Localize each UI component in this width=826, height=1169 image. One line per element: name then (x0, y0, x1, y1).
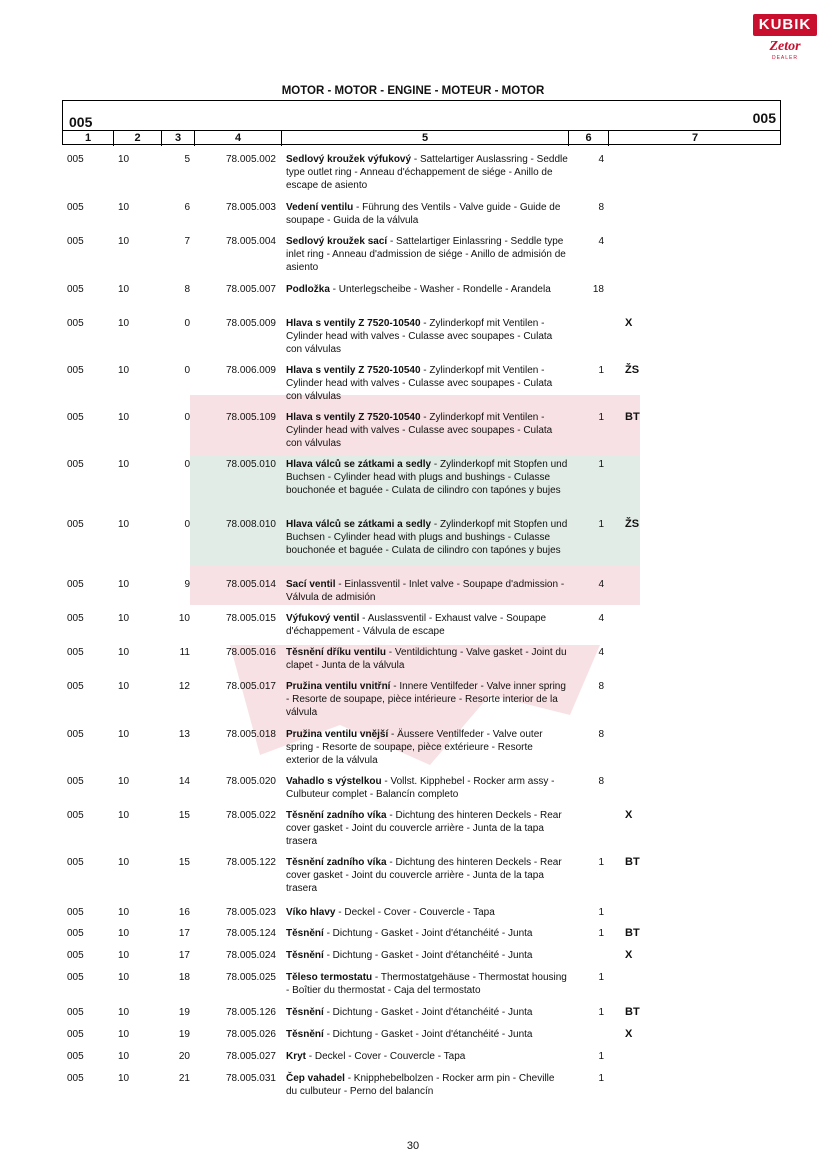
cell-position: 0 (184, 365, 190, 376)
cell-quantity: 1 (598, 972, 604, 983)
cell-description (286, 927, 568, 940)
cell-part-number: 78.005.126 (225, 1007, 276, 1018)
cell-subgroup: 10 (118, 318, 130, 329)
cell-position: 5 (184, 154, 190, 165)
description-czech-name: Těsnění zadního víka (286, 810, 387, 821)
cell-description (286, 1006, 568, 1019)
description-czech-name: Sedlový kroužek výfukový (286, 154, 412, 165)
cell-description (286, 153, 568, 193)
description-translations: - Dichtung - Gasket - Joint d'étanchéité - Junta (323, 950, 533, 961)
description-translations: - Ventildichtung - Valve gasket - Joint du clapet - Junta de la válvula (286, 647, 567, 672)
cell-quantity: 1 (598, 1051, 604, 1062)
cell-quantity: 4 (598, 236, 604, 247)
cell-quantity: 1 (598, 412, 604, 423)
column-header-6: 6 (569, 131, 609, 146)
cell-subgroup: 10 (118, 154, 130, 165)
cell-group: 005 (67, 202, 84, 213)
cell-part-number: 78.005.025 (225, 972, 276, 983)
cell-part-number: 78.005.122 (225, 857, 276, 868)
cell-quantity: 4 (598, 647, 604, 658)
description-translations: - Dichtung - Gasket - Joint d'étanchéité - Junta (323, 1007, 533, 1018)
column-header-2: 2 (114, 131, 162, 146)
description-czech-name: Těsnění (286, 1029, 324, 1040)
description-czech-name: Hlava s ventily Z 7520-10540 (286, 318, 421, 329)
cell-part-number: 78.005.020 (225, 776, 276, 787)
column-header-4: 4 (195, 131, 282, 146)
cell-subgroup: 10 (118, 810, 130, 821)
cell-group: 005 (67, 1073, 84, 1084)
cell-position: 17 (178, 928, 190, 939)
column-header-1: 1 (63, 131, 114, 146)
cell-group: 005 (67, 729, 84, 740)
cell-subgroup: 10 (118, 579, 130, 590)
cell-part-number: 78.005.027 (225, 1051, 276, 1062)
cell-quantity: 1 (598, 907, 604, 918)
description-translations: - Sattelartiger Einlassring - Seddle type inlet ring - Anneau d'admission de siége - Anillo de admisión de asiento (286, 236, 566, 274)
description-translations: - Dichtung des hinteren Deckels - Rear cover gasket - Joint du couvercle arrière - Junta de la tapa trasera (286, 857, 562, 895)
cell-group: 005 (67, 647, 84, 658)
cell-description (286, 364, 568, 404)
logo-kubik-text: KUBIK (753, 14, 817, 36)
description-translations: - Zylinderkopf mit Stopfen und Buchsen - Cylinder head with plugs and bushings - Culasse bouchonée et baguée - Culata de cilindro con tapónes y bujes (286, 459, 568, 497)
cell-position: 13 (178, 729, 190, 740)
cell-subgroup: 10 (118, 950, 130, 961)
description-translations: - Sattelartiger Auslassring - Seddle type outlet ring - Anneau d'échappement de siége - Anillo de escape de asiento (286, 154, 568, 192)
cell-part-number: 78.005.023 (225, 907, 276, 918)
description-translations: - Vollst. Kipphebel - Rocker arm assy - Culbuteur complet - Balancín completo (286, 776, 555, 801)
cell-subgroup: 10 (118, 1007, 130, 1018)
cell-group: 005 (67, 972, 84, 983)
cell-position: 7 (184, 236, 190, 247)
cell-variant: X (625, 1028, 633, 1040)
table-header (62, 100, 781, 145)
cell-description (286, 612, 568, 638)
cell-quantity: 4 (598, 154, 604, 165)
cell-part-number: 78.005.004 (225, 236, 276, 247)
cell-variant: BT (625, 411, 640, 423)
description-czech-name: Těleso termostatu (286, 972, 373, 983)
cell-group: 005 (67, 579, 84, 590)
description-translations: - Äussere Ventilfeder - Valve outer spring - Resorte de soupape, pièce extérieure - Resorte exterior de la válvula (286, 729, 543, 767)
group-code-right: 005 (752, 110, 776, 126)
description-czech-name: Čep vahadel (286, 1073, 345, 1084)
cell-quantity: 8 (598, 776, 604, 787)
cell-description (286, 1028, 568, 1041)
description-translations: - Zylinderkopf mit Stopfen und Buchsen - Cylinder head with plugs and bushings - Culasse bouchonée et baguée - Culata de cilindro con tapónes y bujes (286, 519, 568, 557)
cell-group: 005 (67, 1007, 84, 1018)
description-czech-name: Víko hlavy (286, 907, 336, 918)
cell-group: 005 (67, 613, 84, 624)
cell-subgroup: 10 (118, 928, 130, 939)
cell-variant: BT (625, 927, 640, 939)
cell-subgroup: 10 (118, 857, 130, 868)
cell-group: 005 (67, 154, 84, 165)
cell-description (286, 949, 568, 962)
column-header-3: 3 (162, 131, 195, 146)
page-title: MOTOR - MOTOR - ENGINE - MOTEUR - MOTOR (281, 85, 545, 97)
description-czech-name: Těsnění dříku ventilu (286, 647, 387, 658)
cell-position: 14 (178, 776, 190, 787)
cell-quantity: 1 (598, 928, 604, 939)
description-translations: - Deckel - Cover - Couvercle - Tapa (306, 1051, 466, 1062)
cell-group: 005 (67, 681, 84, 692)
description-translations: - Dichtung - Gasket - Joint d'étanchéité - Junta (323, 1029, 533, 1040)
cell-description (286, 235, 568, 275)
cell-subgroup: 10 (118, 613, 130, 624)
cell-subgroup: 10 (118, 459, 130, 470)
cell-part-number: 78.005.124 (225, 928, 276, 939)
cell-quantity: 1 (598, 857, 604, 868)
cell-subgroup: 10 (118, 907, 130, 918)
cell-group: 005 (67, 365, 84, 376)
description-czech-name: Hlava válců se zátkami a sedly (286, 459, 432, 470)
cell-position: 12 (178, 681, 190, 692)
cell-group: 005 (67, 950, 84, 961)
description-translations: - Führung des Ventils - Valve guide - Guide de soupape - Guida de la válvula (286, 202, 561, 227)
cell-part-number: 78.005.109 (225, 412, 276, 423)
description-translations: - Unterlegscheibe - Washer - Rondelle - Arandela (329, 284, 551, 295)
description-czech-name: Výfukový ventil (286, 613, 360, 624)
cell-quantity: 18 (592, 284, 604, 295)
cell-part-number: 78.005.024 (225, 950, 276, 961)
cell-part-number: 78.005.022 (225, 810, 276, 821)
cell-description (286, 1072, 568, 1098)
cell-position: 9 (184, 579, 190, 590)
description-czech-name: Hlava s ventily Z 7520-10540 (286, 365, 421, 376)
cell-variant: BT (625, 1006, 640, 1018)
cell-position: 10 (178, 613, 190, 624)
cell-position: 20 (178, 1051, 190, 1062)
cell-part-number: 78.005.003 (225, 202, 276, 213)
cell-description (286, 971, 568, 997)
cell-subgroup: 10 (118, 972, 130, 983)
cell-position: 0 (184, 459, 190, 470)
cell-group: 005 (67, 857, 84, 868)
cell-group: 005 (67, 284, 84, 295)
description-translations: - Deckel - Cover - Couvercle - Tapa (335, 907, 495, 918)
cell-description (286, 646, 568, 672)
cell-group: 005 (67, 907, 84, 918)
description-translations: - Innere Ventilfeder - Valve inner spring - Resorte de soupape, pièce intérieure - Resorte interior de la válvula (286, 681, 566, 719)
cell-description (286, 809, 568, 849)
cell-position: 0 (184, 412, 190, 423)
cell-part-number: 78.005.031 (225, 1073, 276, 1084)
cell-group: 005 (67, 412, 84, 423)
cell-subgroup: 10 (118, 202, 130, 213)
description-czech-name: Těsnění zadního víka (286, 857, 387, 868)
cell-subgroup: 10 (118, 365, 130, 376)
description-translations: - Dichtung - Gasket - Joint d'étanchéité - Junta (323, 928, 533, 939)
cell-subgroup: 10 (118, 681, 130, 692)
description-czech-name: Vahadlo s výstelkou (286, 776, 382, 787)
cell-subgroup: 10 (118, 284, 130, 295)
cell-quantity: 1 (598, 1007, 604, 1018)
cell-group: 005 (67, 318, 84, 329)
cell-subgroup: 10 (118, 1073, 130, 1084)
cell-part-number: 78.005.009 (225, 318, 276, 329)
cell-quantity: 1 (598, 365, 604, 376)
cell-part-number: 78.005.002 (225, 154, 276, 165)
cell-quantity: 8 (598, 681, 604, 692)
cell-part-number: 78.005.016 (225, 647, 276, 658)
group-code-left: 005 (69, 114, 93, 130)
description-czech-name: Těsnění (286, 950, 324, 961)
cell-variant: BT (625, 856, 640, 868)
cell-variant: X (625, 949, 633, 961)
cell-part-number: 78.006.009 (225, 365, 276, 376)
cell-description (286, 856, 568, 896)
cell-position: 8 (184, 284, 190, 295)
cell-description (286, 1050, 568, 1063)
description-czech-name: Vedení ventilu (286, 202, 354, 213)
cell-subgroup: 10 (118, 1051, 130, 1062)
description-translations: - Einlassventil - Inlet valve - Soupape d'admission - Válvula de admisión (286, 579, 565, 604)
description-czech-name: Pružina ventilu vnitřní (286, 681, 391, 692)
cell-position: 18 (178, 972, 190, 983)
kubik-zetor-logo (753, 14, 817, 66)
cell-description (286, 411, 568, 451)
cell-subgroup: 10 (118, 776, 130, 787)
cell-description (286, 458, 568, 498)
description-czech-name: Pružina ventilu vnější (286, 729, 389, 740)
cell-subgroup: 10 (118, 236, 130, 247)
logo-zetor-text: Zetor (769, 39, 801, 54)
cell-part-number: 78.005.010 (225, 459, 276, 470)
cell-description (286, 283, 568, 296)
cell-position: 17 (178, 950, 190, 961)
cell-subgroup: 10 (118, 412, 130, 423)
description-czech-name: Kryt (286, 1051, 307, 1062)
cell-description (286, 728, 568, 768)
cell-description (286, 201, 568, 227)
cell-variant: X (625, 809, 633, 821)
description-translations: - Knipphebelbolzen - Rocker arm pin - Cheville du culbuteur - Perno del balancín (286, 1073, 555, 1098)
cell-description (286, 518, 568, 558)
cell-position: 6 (184, 202, 190, 213)
cell-quantity: 1 (598, 519, 604, 530)
cell-group: 005 (67, 236, 84, 247)
cell-subgroup: 10 (118, 519, 130, 530)
cell-description (286, 680, 568, 720)
cell-group: 005 (67, 810, 84, 821)
cell-part-number: 78.005.014 (225, 579, 276, 590)
cell-position: 0 (184, 519, 190, 530)
description-translations: - Zylinderkopf mit Ventilen - Cylinder head with valves - Culasse avec soupapes - Culata con válvulas (286, 318, 553, 356)
description-translations: - Thermostatgehäuse - Thermostat housing - Boîtier du thermostat - Caja del termostato (286, 972, 567, 997)
cell-part-number: 78.005.026 (225, 1029, 276, 1040)
cell-part-number: 78.005.017 (225, 681, 276, 692)
cell-description (286, 775, 568, 801)
cell-position: 21 (178, 1073, 190, 1084)
cell-quantity: 8 (598, 202, 604, 213)
cell-position: 0 (184, 318, 190, 329)
cell-part-number: 78.005.018 (225, 729, 276, 740)
description-czech-name: Těsnění (286, 928, 324, 939)
cell-part-number: 78.005.007 (225, 284, 276, 295)
cell-position: 15 (178, 857, 190, 868)
cell-variant: ŽS (625, 518, 640, 530)
cell-part-number: 78.008.010 (225, 519, 276, 530)
cell-quantity: 1 (598, 1073, 604, 1084)
cell-group: 005 (67, 1029, 84, 1040)
cell-subgroup: 10 (118, 729, 130, 740)
cell-variant: ŽS (625, 364, 640, 376)
description-translations: - Zylinderkopf mit Ventilen - Cylinder head with valves - Culasse avec soupapes - Culata con válvulas (286, 365, 553, 403)
cell-group: 005 (67, 519, 84, 530)
cell-quantity: 1 (598, 459, 604, 470)
column-header-5: 5 (282, 131, 569, 146)
cell-group: 005 (67, 928, 84, 939)
cell-position: 19 (178, 1029, 190, 1040)
cell-variant: X (625, 317, 633, 329)
cell-part-number: 78.005.015 (225, 613, 276, 624)
description-czech-name: Sací ventil (286, 579, 336, 590)
cell-group: 005 (67, 776, 84, 787)
cell-subgroup: 10 (118, 1029, 130, 1040)
cell-description (286, 317, 568, 357)
description-czech-name: Těsnění (286, 1007, 324, 1018)
description-translations: - Zylinderkopf mit Ventilen - Cylinder head with valves - Culasse avec soupapes - Culata con válvulas (286, 412, 553, 450)
cell-subgroup: 10 (118, 647, 130, 658)
cell-quantity: 4 (598, 579, 604, 590)
cell-quantity: 4 (598, 613, 604, 624)
cell-description (286, 906, 568, 919)
cell-position: 15 (178, 810, 190, 821)
description-translations: - Auslassventil - Exhaust valve - Soupape d'échappement - Válvula de escape (286, 613, 547, 638)
description-translations: - Dichtung des hinteren Deckels - Rear cover gasket - Joint du couvercle arrière - Junta de la tapa trasera (286, 810, 562, 848)
cell-position: 19 (178, 1007, 190, 1018)
description-czech-name: Hlava s ventily Z 7520-10540 (286, 412, 421, 423)
cell-group: 005 (67, 459, 84, 470)
column-header-7: 7 (691, 132, 699, 144)
cell-group: 005 (67, 1051, 84, 1062)
cell-position: 16 (178, 907, 190, 918)
description-czech-name: Hlava válců se zátkami a sedly (286, 519, 432, 530)
description-czech-name: Sedlový kroužek sací (286, 236, 388, 247)
cell-quantity: 8 (598, 729, 604, 740)
cell-description (286, 578, 568, 604)
logo-dealer-text: DEALER (771, 55, 798, 61)
page-number: 30 (406, 1140, 420, 1152)
cell-position: 11 (179, 647, 190, 658)
description-czech-name: Podložka (286, 284, 330, 295)
